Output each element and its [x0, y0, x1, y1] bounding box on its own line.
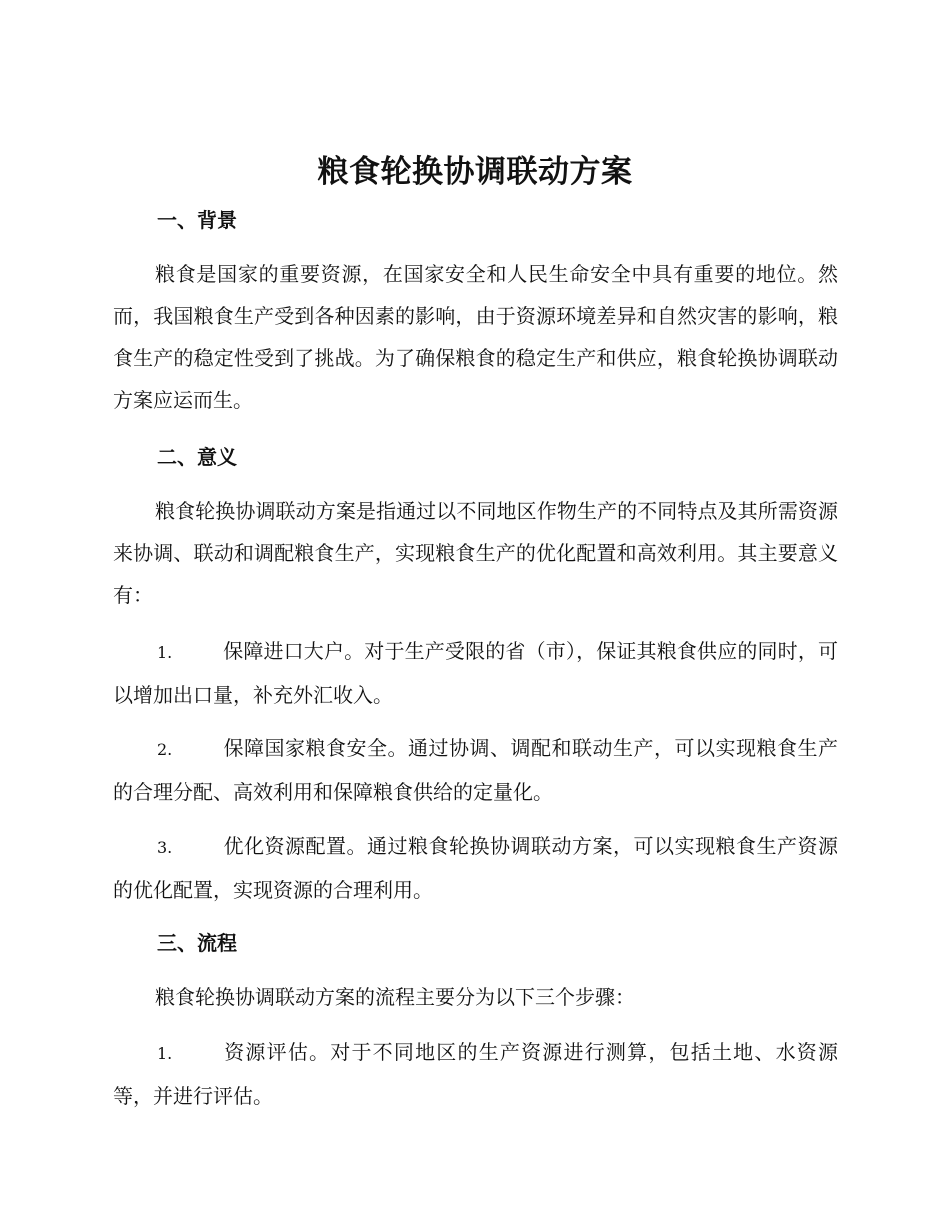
list-item-text: 优化资源配置。通过粮食轮换协调联动方案，可以实现粮食生产资源的优化配置，实现资源的合理利用。	[113, 834, 838, 902]
paragraph-process: 粮食轮换协调联动方案的流程主要分为以下三个步骤：	[155, 985, 635, 1009]
list-item-text: 保障进口大户。对于生产受限的省（市），保证其粮食供应的同时，可以增加出口量，补充外汇收入。	[113, 639, 838, 707]
paragraph-background: 粮食是国家的重要资源，在国家安全和人民生命安全中具有重要的地位。然而，我国粮食生产受到各种因素的影响，由于资源环境差异和自然灾害的影响，粮食生产的稳定性受到了挑战。为了确保粮食的稳定生产和供应，粮食轮换协调联动方案应运而生。	[113, 262, 838, 412]
section-heading-process: 三、流程	[157, 931, 237, 955]
list-item-number: 1.	[157, 643, 173, 662]
list-item	[113, 1031, 838, 1117]
list-item	[113, 727, 838, 813]
document-title: 粮食轮换协调联动方案	[317, 154, 633, 190]
list-item-number: 1.	[157, 1044, 173, 1063]
list-item-text: 资源评估。对于不同地区的生产资源进行测算，包括土地、水资源等，并进行评估。	[113, 1040, 838, 1108]
list-item-text: 保障国家粮食安全。通过协调、调配和联动生产，可以实现粮食生产的合理分配、高效利用和保障粮食供给的定量化。	[113, 736, 838, 804]
list-item	[113, 825, 838, 911]
list-item	[113, 630, 838, 716]
list-item-number: 2.	[157, 740, 173, 759]
section-heading-background: 一、背景	[157, 208, 237, 232]
paragraph-significance: 粮食轮换协调联动方案是指通过以不同地区作物生产的不同特点及其所需资源来协调、联动和调配粮食生产，实现粮食生产的优化配置和高效利用。其主要意义有：	[113, 499, 838, 607]
list-item-number: 3.	[157, 838, 173, 857]
section-heading-significance: 二、意义	[157, 445, 237, 469]
